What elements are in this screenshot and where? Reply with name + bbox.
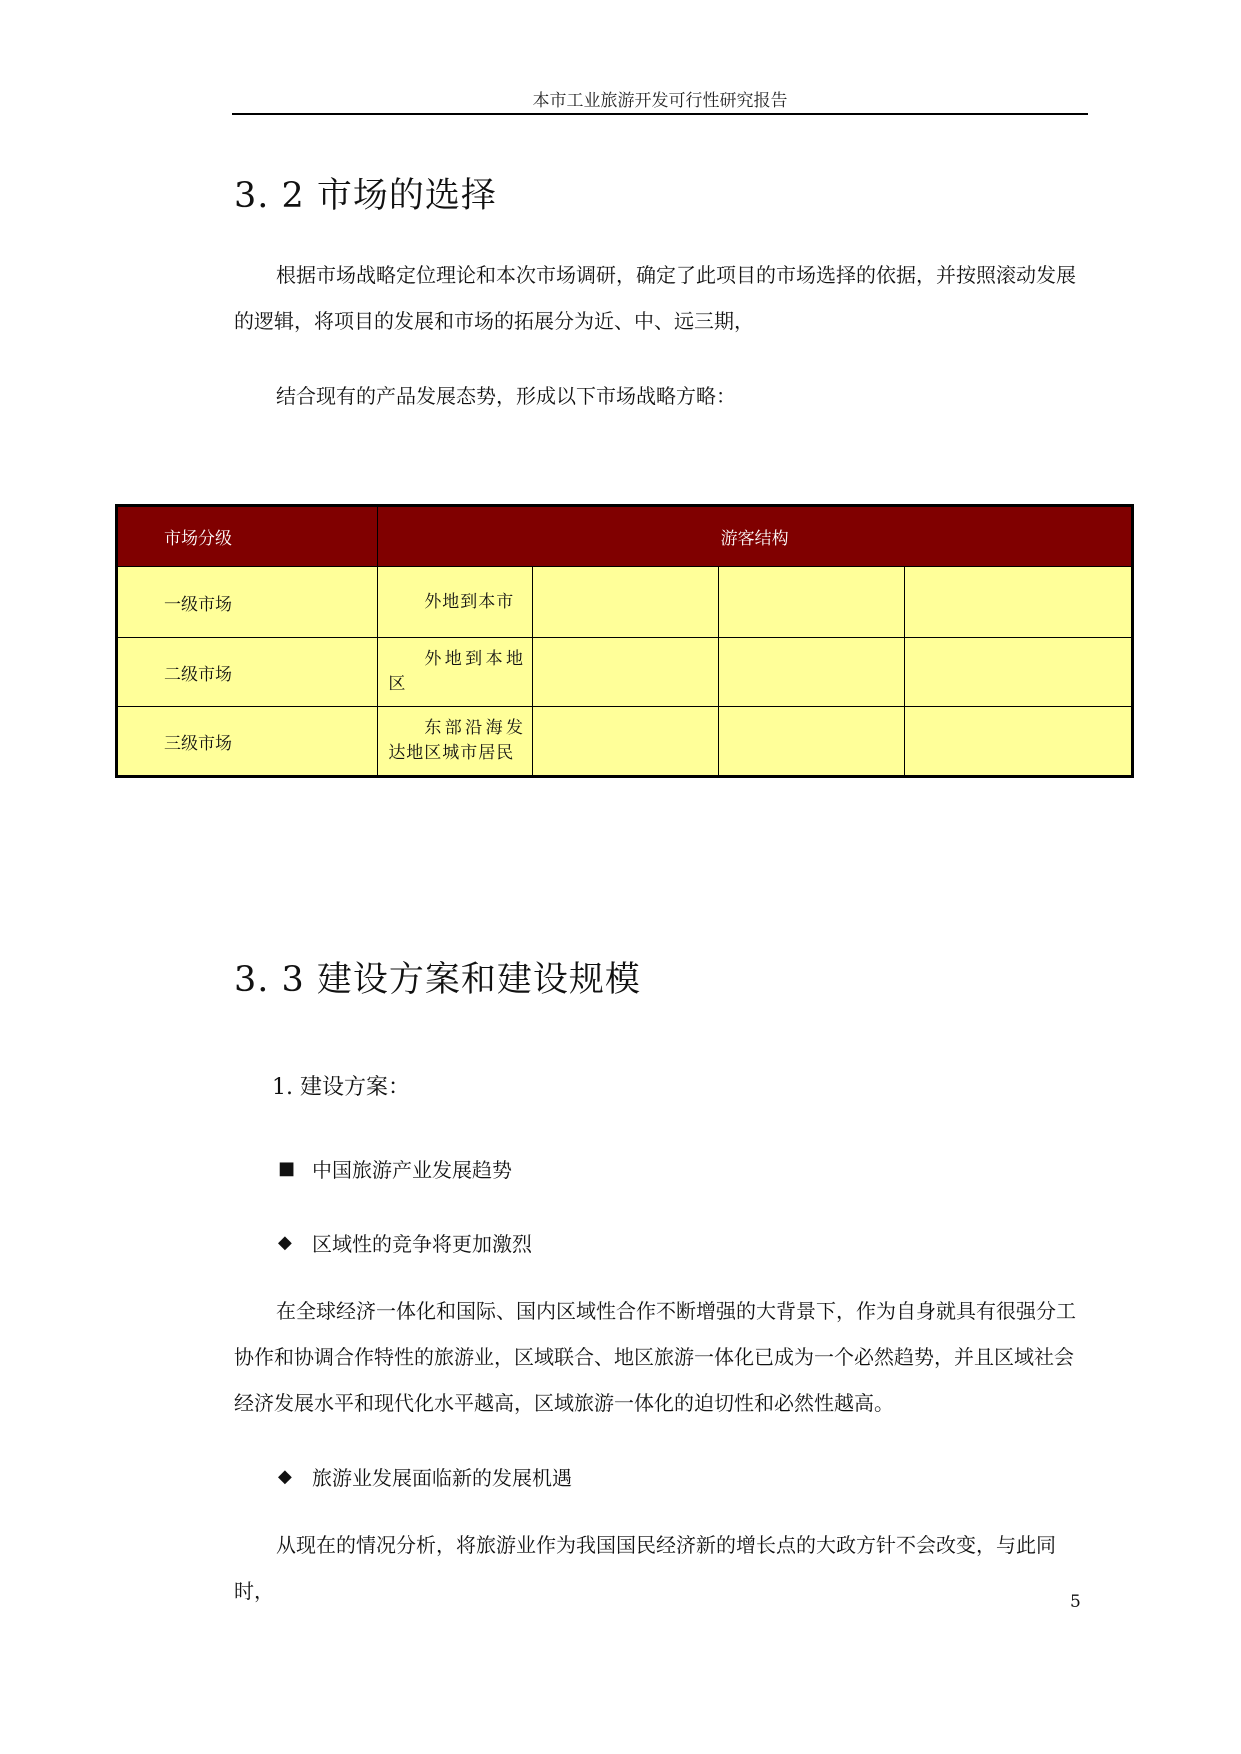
market-level-cell: 二级市场: [117, 638, 378, 707]
section-3-2-paragraph-1: 根据市场战略定位理论和本次市场调研，确定了此项目的市场选择的依据，并按照滚动发展的逻辑，将项目的发展和市场的拓展分为近、中、远三期，: [234, 263, 1076, 333]
bullet-item-regional-competition: [278, 1228, 532, 1257]
visitor-origin-cell: 外地到本地区: [378, 638, 533, 707]
empty-cell: [533, 567, 719, 638]
bullet-text: 中国旅游产业发展趋势: [312, 1158, 512, 1182]
section-3-3-paragraph-2: 从现在的情况分析，将旅游业作为我国国民经济新的增长点的大政方针不会改变，与此同时，: [234, 1533, 1056, 1603]
table-row: [117, 567, 1133, 638]
bullet-item-new-opportunities: [278, 1462, 572, 1491]
header-visitor-structure: 游客结构: [378, 506, 1133, 567]
visitor-origin-cell: 东部沿海发达地区城市居民: [378, 707, 533, 777]
empty-cell: [904, 707, 1132, 777]
market-level-cell: 三级市场: [117, 707, 378, 777]
empty-cell: [719, 567, 904, 638]
black-diamond-icon: ◆: [278, 1466, 292, 1487]
table-header-row: [117, 506, 1133, 567]
market-table: [115, 504, 1134, 778]
header-market-level: 市场分级: [117, 506, 378, 567]
section-3-2-paragraph-2: 结合现有的产品发展态势，形成以下市场战略方略：: [276, 384, 736, 408]
sub-heading-construction-plan: 1. 建设方案：: [272, 1075, 410, 1100]
header-rule: [232, 113, 1088, 115]
black-diamond-icon: ◆: [278, 1232, 292, 1253]
empty-cell: [719, 707, 904, 777]
page-number: 5: [1070, 1592, 1081, 1612]
market-level-cell: 一级市场: [117, 567, 378, 638]
empty-cell: [719, 638, 904, 707]
running-header: 本市工业旅游开发可行性研究报告: [532, 91, 788, 111]
visitor-origin-cell: 外地到本市: [378, 567, 533, 638]
bullet-text: 区域性的竞争将更加激烈: [312, 1232, 532, 1256]
section-3-3-paragraph-1: 在全球经济一体化和国际、国内区域性合作不断增强的大背景下，作为自身就具有很强分工协作和协调合作特性的旅游业，区域联合、地区旅游一体化已成为一个必然趋势，并且区域社会经济发展水平和现代化水平越高，区域旅游一体化的迫切性和必然性越高。: [234, 1299, 1076, 1415]
empty-cell: [533, 707, 719, 777]
empty-cell: [904, 638, 1132, 707]
bullet-item-tourism-trend: [278, 1154, 512, 1183]
section-heading-3-2: 3. 2 市场的选择: [234, 176, 497, 216]
table-row: [117, 638, 1133, 707]
section-heading-3-3: 3. 3 建设方案和建设规模: [234, 960, 641, 1000]
table-row: [117, 707, 1133, 777]
empty-cell: [533, 638, 719, 707]
bullet-text: 旅游业发展面临新的发展机遇: [312, 1466, 572, 1490]
black-square-icon: ■: [278, 1158, 296, 1179]
empty-cell: [904, 567, 1132, 638]
